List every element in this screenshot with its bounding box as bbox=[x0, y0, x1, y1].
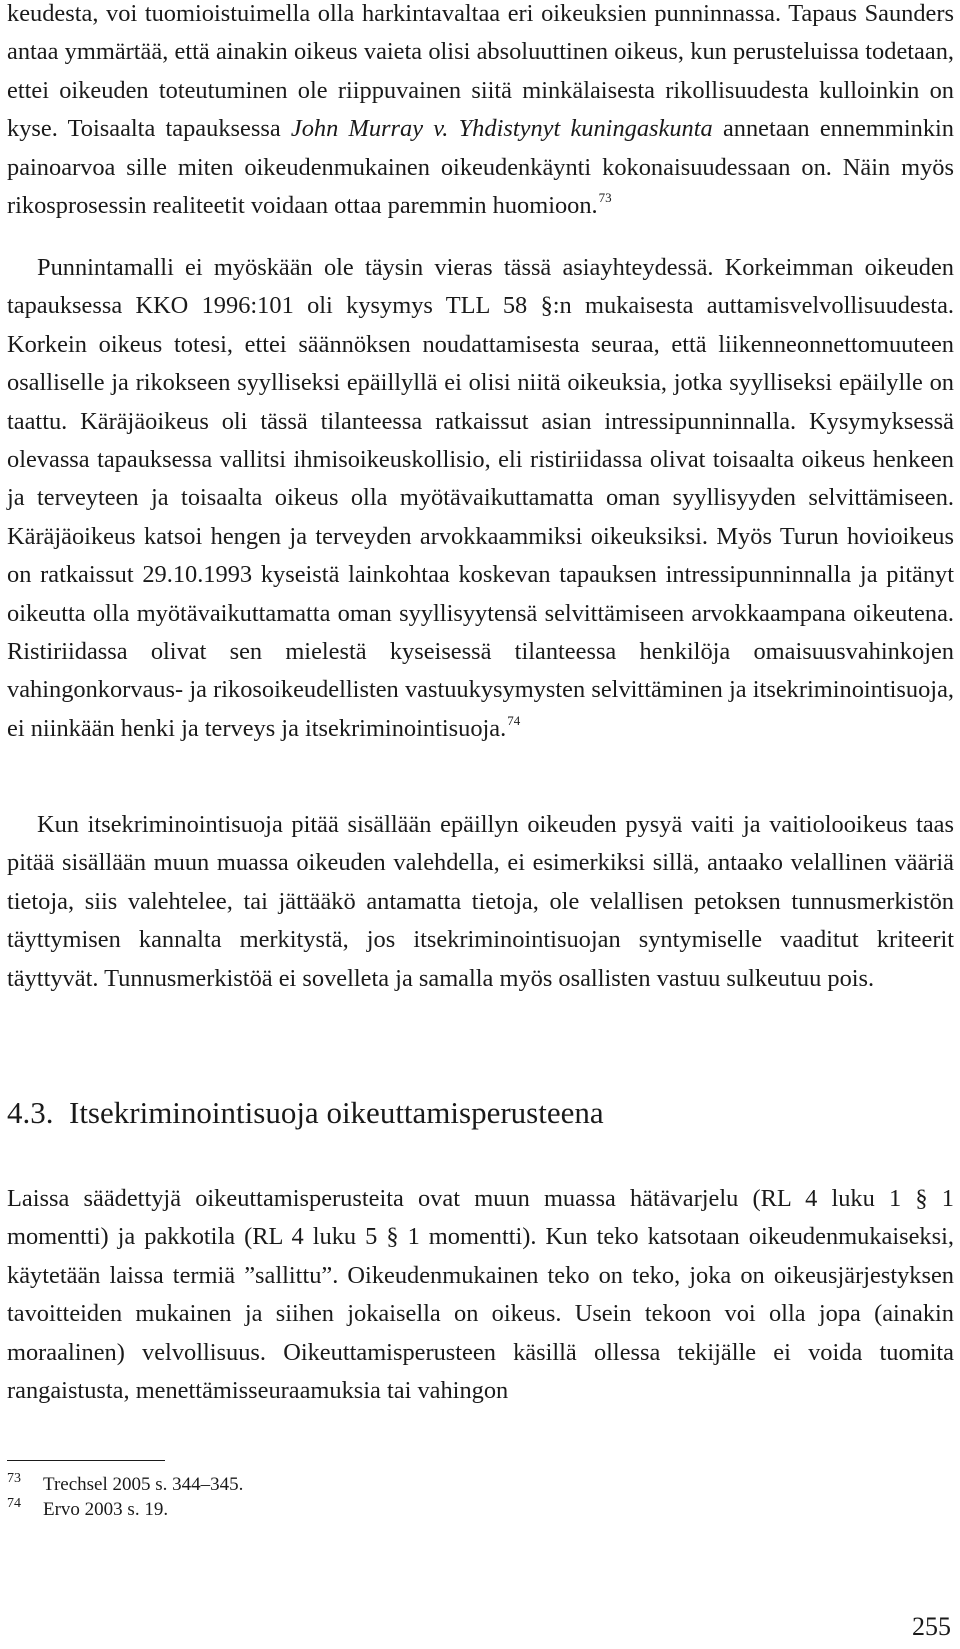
section-heading bbox=[7, 1093, 604, 1133]
section-number: 4.3. bbox=[7, 1095, 54, 1130]
section-title: Itsekriminointisuoja oikeuttamisperusteena bbox=[69, 1095, 604, 1130]
paragraph-text: annetaan ennemminkin painoarvoa sille miten oikeudenmukainen oikeudenkäynti kokonaisuudessaan on. Näin myös rikosprosessin realiteetit voidaan ottaa paremmin huomioon. bbox=[7, 115, 954, 220]
body-paragraph bbox=[7, 1180, 954, 1410]
footnote-number: 74 bbox=[7, 1496, 21, 1511]
paragraph-text: Kun itsekriminointisuoja pitää sisällään epäillyn oikeuden pysyä vaiti ja vaitiolooikeus taas pitää sisällään muun muassa oikeuden valehdella, ei esimerkiksi sillä, antaako velallinen vääriä tietoja, siis valehtelee, tai jättääkö antamatta tietoja, ole velallisen petoksen tunnusmerkistön täyttymisen kannalta merkitystä, jos itsekriminointisuojan syntymiselle vaaditut kriteerit täyttyvät. Tunnusmerkistöä ei sovelleta ja samalla myös osallisten vastuu sulkeutuu pois. bbox=[7, 811, 954, 992]
footnote-reference[interactable]: 73 bbox=[598, 190, 612, 206]
footnote-text: Ervo 2003 s. 19. bbox=[43, 1499, 169, 1520]
paragraph-text: Laissa säädettyjä oikeuttamisperusteita ovat muun muassa hätävarjelu (RL 4 luku 1 § 1 momentti) ja pakkotila (RL 4 luku 5 § 1 momentti). Kun teko katsotaan oikeudenmukaiseksi, käytetään laissa termiä ”sallittu”. Oikeudenmukainen teko on teko, joka on oikeusjärjestyksen tavoitteiden mukainen ja siihen jokaisella on oikeus. Usein tekoon voi olla jopa (ainakin moraalinen) velvollisuus. Oikeuttamisperusteen käsillä ollessa tekijälle ei voida tuomita rangaistusta, menettämisseuraamuksia tai vahingon bbox=[7, 1185, 954, 1405]
footnote-text: Trechsel 2005 s. 344–345. bbox=[43, 1474, 244, 1495]
paragraph-text: Punnintamalli ei myöskään ole täysin vieras tässä asiayhteydessä. Korkeimman oikeuden tapauksessa KKO 1996:101 oli kysymys TLL 58 §:n mukaisesta auttamisvelvollisuudesta. Korkein oikeus totesi, ettei säännöksen noudattamisesta seuraa, että liikenneonnettomuuteen osalliselle ja rikokseen syylliseksi epäillyllä ei olisi niitä oikeuksia, jotka syylliseksi epäilylle on taattu. Käräjäoikeus oli tässä tilanteessa ratkaissut asian intressipunninnalla. Kysymyksessä olevassa tapauksessa vallitsi ihmisoikeuskollisio, eli ristiriidassa olivat toisaalta oikeus henkeen ja terveyteen ja toisaalta oikeus olla myötävaikuttamatta oman syyllisyyden selvittämiseen. Käräjäoikeus katsoi hengen ja terveyden arvokkaammiksi oikeuksiksi. Myös Turun hovioikeus on ratkaissut 29.10.1993 kyseistä lainkohtaa koskevan tapauksen intressipunninnalla ja pitänyt oikeutta olla myötävaikuttamatta oman syyllisyytensä selvittämiseen arvokkaampana oikeutena. Ristiriidassa olivat sen mielestä kyseisessä tilanteessa henkilöja omaisuusvahinkojen vahingonkorvaus- ja rikosoikeudellisten vastuukysymysten selvittäminen ja itsekriminointisuoja, ei niinkään henki ja terveys ja itsekriminointisuoja. bbox=[7, 254, 954, 742]
footnote-number: 73 bbox=[7, 1471, 21, 1486]
page-number: 255 bbox=[912, 1612, 951, 1641]
paragraph-text: keudesta, voi tuomioistuimella olla harkintavaltaa eri oikeuksien punninnassa. Tapaus Saunders antaa ymmärtää, että ainakin oikeus vaieta olisi absoluuttinen oikeus, kun perusteluissa todetaan, ettei oikeuden toteutuminen ole riippuvainen siitä minkälaisesta rikollisuudesta kulloinkin on kyse. Toisaalta tapauksessa bbox=[7, 0, 954, 143]
footnote-divider bbox=[7, 1460, 165, 1461]
case-name: John Murray v. Yhdistynyt kuningaskunta bbox=[290, 115, 713, 143]
body-paragraph bbox=[7, 0, 954, 225]
footnote-reference[interactable]: 74 bbox=[507, 712, 521, 728]
body-paragraph bbox=[7, 249, 954, 748]
body-paragraph bbox=[7, 806, 954, 998]
